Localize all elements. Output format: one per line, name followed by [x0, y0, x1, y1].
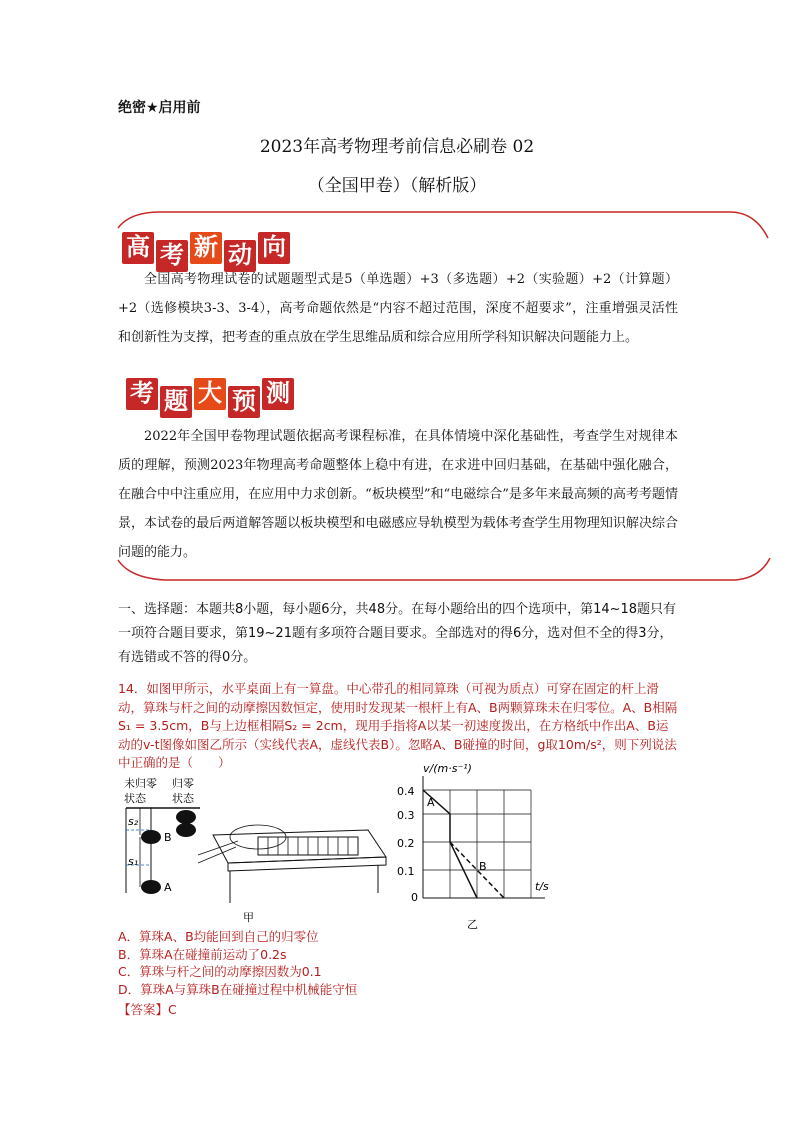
question-14-stem: 14．如图甲所示，水平桌面上有一算盘。中心带孔的相同算珠（可视为质点）可穿在固定的杆上滑动，算珠与杆之间的动摩擦因数恒定，使用时发现某一根杆上有A、B两颗算珠未在归零位。A、B相隔S₁ = 3.5cm，B与上边框相隔S₂ = 2cm，现用手指将A以某一初速度拨出，在方格纸中作出A、B运动的v-t图像如图乙所示（实线代表A，虚线代表B）。忽略A、B碰撞的时间，g取10m/s²，则下列说法中正确的是（ ）: [118, 681, 678, 770]
section-new-trends-text: 全国高考物理试卷的试题题型式是5（单选题）+3（多选题）+2（实验题）+2（计算题）+2（选修模块3-3、3-4），高考命题依然是“内容不超过范围，深度不超要求”，注重增强灵活性和创新性为支撑，把考查的重点放在学生思维品质和综合应用所学科知识解决问题能力上。: [118, 272, 678, 345]
label-char: 题: [160, 386, 192, 418]
question-14-options: [118, 928, 357, 998]
part1-instructions: 一、选择题：本题共8小题，每小题6分，共48分。在每小题给出的四个选项中，第14~18题只有一项符合题目要求，第19~21题有多项符合题目要求。全部选对的得6分，选对但不全的得3分，有选错或不答的得0分。: [118, 602, 677, 665]
fig-label-zeroed: 归零: [172, 777, 194, 790]
vt-ytick: 0.2: [397, 837, 415, 850]
section-prediction-label: [126, 378, 296, 418]
figure-yi-vt-graph: [375, 762, 555, 932]
secret-mark: 绝密★启用前: [118, 100, 201, 116]
label-char: 考: [126, 378, 158, 410]
vt-xlabel: t/s: [535, 880, 549, 893]
fig-yi-caption: 乙: [467, 918, 478, 931]
fig-label-state: 状态: [172, 792, 194, 805]
label-char: 考: [156, 240, 188, 272]
option-d: D．算珠A与算珠B在碰撞过程中机械能守恒: [118, 981, 358, 997]
label-char: 大: [194, 378, 226, 410]
vt-label-b: B: [479, 860, 487, 873]
vt-ytick: 0.3: [397, 809, 415, 822]
label-char: 新: [190, 232, 222, 264]
section-prediction-text: 2022年全国甲卷物理试题依据高考课程标准，在具体情境中深化基础性，考查学生对规律本质的理解，预测2023年物理高考命题整体上稳中有进，在求进中回归基础，在基础中强化融合，在融合中中注重应用，在应用中力求创新。“板块模型”和“电磁综合”是多年来最高频的高考考题情景，本试卷的最后两道解答题以板块模型和电磁感应导轨模型为载体考查学生用物理知识解决综合问题的能力。: [118, 429, 678, 560]
vt-ylabel: v/(m·s⁻¹): [423, 762, 472, 775]
fig-s1: s₁: [128, 855, 139, 868]
option-c: C．算珠与杆之间的动摩擦因数为0.1: [118, 964, 322, 979]
label-char: 向: [258, 232, 290, 264]
fig-bead-a: A: [164, 881, 172, 894]
fig-bead-b: B: [164, 831, 172, 844]
fig-s2: s₂: [128, 815, 139, 828]
fig-jia-caption: 甲: [243, 911, 254, 924]
label-char: 动: [224, 240, 256, 272]
page-title: 2023年高考物理考前信息必刷卷 02: [259, 137, 535, 157]
vt-ytick: 0.1: [397, 865, 415, 878]
label-char: 测: [262, 378, 294, 410]
fig-label-unzeroed: 未归零: [124, 777, 157, 790]
question-14-answer: 【答案】C: [118, 1002, 177, 1017]
vt-origin: 0: [411, 891, 418, 904]
label-char: 高: [122, 232, 154, 264]
figure-jia: [118, 775, 398, 925]
option-a: A．算珠A、B均能回到自己的归零位: [118, 929, 319, 944]
option-b: B．算珠A在碰撞前运动了0.2s: [118, 946, 287, 962]
vt-ytick: 0.4: [397, 785, 415, 798]
fig-label-state: 状态: [124, 792, 146, 805]
page-subtitle: （全国甲卷）（解析版）: [307, 176, 487, 196]
vt-label-a: A: [427, 796, 435, 809]
label-char: 预: [228, 386, 260, 418]
